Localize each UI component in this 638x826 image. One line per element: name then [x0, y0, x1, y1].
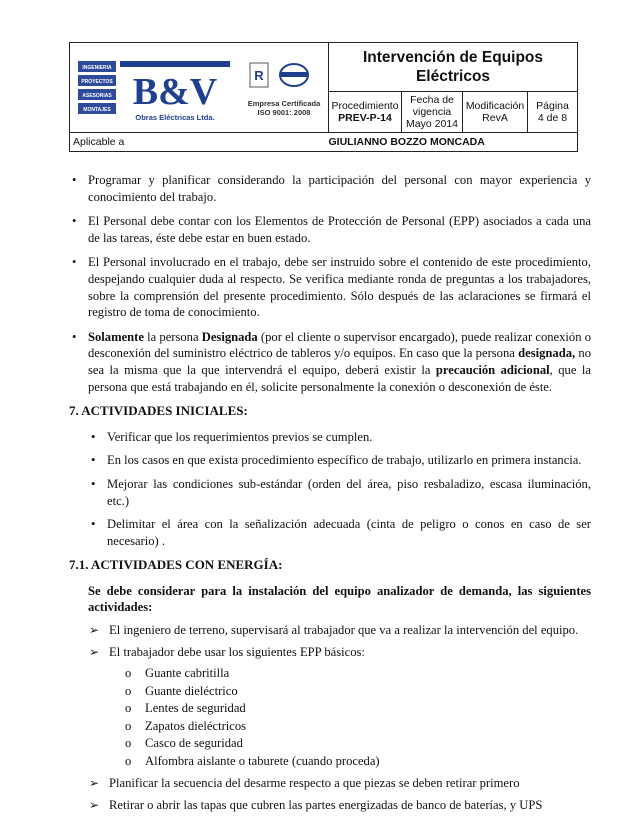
page-label: Página — [536, 100, 569, 112]
modification-cell — [463, 92, 528, 133]
list-item: • En los casos en que exista procedimiento específico de trabajo, utilizarlo en primera instancia. — [91, 453, 582, 468]
epp-item: o Casco de seguridad — [133, 735, 591, 753]
logo-label-ingenieria: INGENIERIA — [82, 64, 112, 71]
arrow-item: ➢ El ingeniero de terreno, supervisará al trabajador que va a realizar la intervención del equipo. — [89, 623, 579, 638]
modification-value: RevA — [482, 112, 508, 124]
logo-tagline: Obras Eléctricas Ltda. — [135, 112, 215, 122]
section-7-1-intro: Se debe considerar para la instalación del equipo analizador de demanda, las siguientes actividades: — [88, 583, 591, 615]
circle-bullet-icon: o — [125, 736, 132, 751]
arrow-bullet-icon: ➢ — [89, 776, 100, 791]
procedure-code: PREV-P-14 — [338, 112, 392, 124]
document-title: Intervención de Equipos Eléctricos — [329, 43, 578, 92]
document-body — [69, 172, 591, 818]
arrow-item: ➢ Planificar la secuencia del desarme respecto a que piezas se deben retirar primero — [89, 776, 520, 791]
circle-bullet-icon: o — [125, 718, 132, 733]
bullet-icon: • — [72, 173, 77, 187]
arrow-item: ➢ Retirar o abrir las tapas que cubren las partes energizadas de banco de baterías, y UPS — [89, 797, 543, 812]
logo-cert-line1: Empresa Certificada — [247, 98, 321, 108]
epp-item: o Zapatos dieléctricos — [133, 718, 591, 736]
document-header — [69, 42, 578, 152]
list-item: • Delimitar el área con la señalización adecuada (cinta de peligro o conos en caso de ser necesario) . — [91, 517, 591, 548]
company-logo — [70, 44, 326, 132]
epp-item: o Guante dieléctrico — [133, 683, 591, 701]
procedure-label: Procedimiento — [331, 100, 399, 112]
epp-list — [69, 665, 591, 770]
circle-bullet-icon: o — [125, 666, 132, 681]
epp-item: o Lentes de seguridad — [133, 700, 591, 718]
epp-item: o Alfombra aislante o taburete (cuando proceda) — [133, 753, 591, 771]
arrow-bullet-icon: ➢ — [89, 797, 100, 812]
bullet-icon: • — [91, 429, 96, 444]
page-value: 4 de 8 — [537, 112, 568, 124]
procedure-cell — [329, 92, 402, 133]
bullet-icon: • — [91, 517, 96, 532]
company-logo-cell — [70, 43, 329, 133]
date-value: Mayo 2014 — [406, 118, 458, 130]
bullet-icon: • — [91, 476, 96, 491]
arrow-bullet-icon: ➢ — [89, 644, 100, 659]
bullet-icon: • — [72, 329, 77, 344]
logo-cert-line2: ISO 9001: 2008 — [257, 107, 311, 117]
logo-label-montajes: MONTAJES — [83, 106, 111, 113]
circle-bullet-icon: o — [125, 701, 132, 716]
list-item: • Programar y planificar considerando la participación del personal con mayor experiencia y conocimiento del trabajo. — [72, 173, 591, 204]
logo-brand: B&V — [132, 70, 218, 113]
date-cell — [402, 92, 463, 133]
arrow-bullet-icon: ➢ — [89, 623, 100, 638]
list-item: • El Personal involucrado en el trabajo, debe ser instruido sobre el contenido de este procedimiento, despejando cualquier duda al respecto. Se verifica mediante ronda de preguntas a los trabajadores, sobre la comprensión del presente procedimiento. Sólo después de las aclaraciones se firmará el registro de toma de conocimiento. — [72, 255, 591, 320]
list-item-designated-person: • Solamente la persona Designada (por el cliente o supervisor encargado), puede realizar conexión o desconexión del suministro eléctrico de tableros y/o equipos. En caso que la persona designada, no sea la misma que la que intervendrá el equipo, deberá existir la precaución adicional, que la persona que está trabajando en él, solicite personalmente la conexión o desconexión de éste. — [72, 329, 592, 394]
applicable-label: Aplicable a — [70, 133, 329, 152]
section-heading-7: 7. ACTIVIDADES INICIALES: — [69, 403, 248, 419]
list-item: • Verificar que los requerimientos previos se cumplen. — [91, 429, 373, 444]
bullet-icon: • — [72, 214, 77, 229]
applicable-value: GIULIANNO BOZZO MONCADA — [329, 133, 578, 152]
logo-label-proyectos: PROYECTOS — [81, 78, 113, 85]
list-item: • Mejorar las condiciones sub-estándar (orden del área, piso resbaladizo, escasa iluminación, etc.) — [91, 476, 591, 508]
list-item: • El Personal debe contar con los Elementos de Protección de Personal (EPP) asociados a cada una de las tareas, éste debe estar en buen estado. — [72, 214, 591, 245]
modification-label: Modificación — [465, 100, 525, 112]
arrow-item: ➢ El trabajador debe usar los siguientes EPP básicos: — [89, 644, 365, 659]
bullet-icon: • — [72, 255, 77, 270]
circle-bullet-icon: o — [125, 683, 132, 698]
page-cell — [528, 92, 578, 133]
epp-item: o Guante cabritilla — [133, 665, 591, 683]
bullet-icon: • — [91, 453, 96, 468]
svg-text:R: R — [254, 67, 264, 83]
section-7-list — [69, 429, 591, 550]
section-heading-7-1: 7.1. ACTIVIDADES CON ENERGÍA: — [69, 557, 283, 573]
date-label: Fecha de vigencia — [410, 94, 454, 118]
logo-label-asesorias: ASESORIAS — [82, 92, 112, 99]
circle-bullet-icon: o — [125, 753, 132, 768]
